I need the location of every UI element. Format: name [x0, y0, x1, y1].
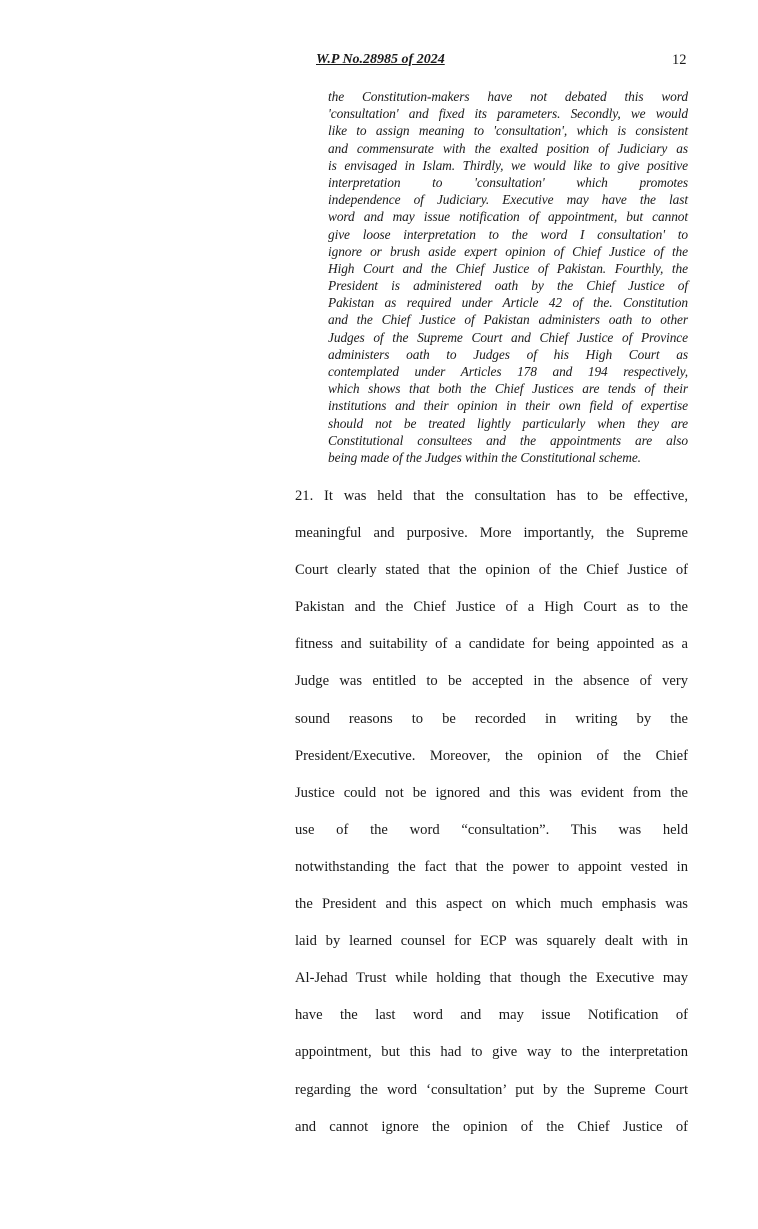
- quote-line: contemplated under Articles 178 and 194 respectively,: [328, 364, 688, 379]
- paragraph-line: the President and this aspect on which much emphasis was: [295, 896, 688, 913]
- paragraph-line: have the last word and may issue Notification of: [295, 1007, 688, 1024]
- quote-line: give loose interpretation to the word I consultation' to: [328, 226, 688, 242]
- quote-line: and commensurate with the exalted position of Judiciary as: [328, 140, 688, 156]
- paragraph-line: fitness and suitability of a candidate for being appointed as a: [295, 636, 688, 653]
- quote-line: Constitutional consultees and the appointments are also: [328, 432, 688, 448]
- quote-line: being made of the Judges within the Constitutional scheme.: [328, 449, 641, 465]
- paragraph-line: Court clearly stated that the opinion of the Chief Justice of: [295, 562, 688, 579]
- quote-line: and the Chief Justice of Pakistan administers oath to other: [328, 312, 688, 328]
- paragraph-line: 21. It was held that the consultation has to be effective,: [295, 488, 688, 504]
- quote-line: High Court and the Chief Justice of Pakistan. Fourthly, the: [328, 260, 688, 276]
- quote-line: institutions and their opinion in their own field of expertise: [328, 398, 688, 414]
- paragraph-line: Judge was entitled to be accepted in the absence of very: [295, 673, 688, 690]
- quote-line: the Constitution-makers have not debated this word: [328, 89, 688, 104]
- quote-line: independence of Judiciary. Executive may have the last: [328, 192, 688, 208]
- quote-line: like to assign meaning to 'consultation', which is consistent: [328, 123, 688, 139]
- quote-line: is envisaged in Islam. Thirdly, we would like to give positive: [328, 157, 688, 173]
- paragraph-line: appointment, but this had to give way to the interpretation: [295, 1044, 688, 1061]
- quote-line: President is administered oath by the Chief Justice of: [328, 278, 688, 294]
- page-header: [0, 52, 758, 72]
- paragraph-line: laid by learned counsel for ECP was squarely dealt with in: [295, 933, 688, 950]
- paragraph-line: Justice could not be ignored and this was evident from the: [295, 784, 688, 801]
- paragraph-line: regarding the word ‘consultation’ put by the Supreme Court: [295, 1081, 688, 1098]
- quote-line: administers oath to Judges of his High Court as: [328, 346, 688, 362]
- paragraph-line: and cannot ignore the opinion of the Chief Justice of: [295, 1118, 688, 1135]
- paragraph-line: Al-Jehad Trust while holding that though the Executive may: [295, 970, 688, 987]
- paragraph-line: Pakistan and the Chief Justice of a High Court as to the: [295, 599, 688, 616]
- quote-line: Judges of the Supreme Court and Chief Justice of Province: [328, 329, 688, 345]
- paragraph-21: [295, 478, 688, 1146]
- block-quote: [328, 88, 688, 466]
- quote-line: Pakistan as required under Article 42 of the. Constitution: [328, 295, 688, 311]
- paragraph-line: meaningful and purposive. More importantly, the Supreme: [295, 525, 688, 542]
- quote-line: 'consultation' and fixed its parameters. Secondly, we would: [328, 106, 688, 122]
- paragraph-line: President/Executive. Moreover, the opinion of the Chief: [295, 747, 688, 764]
- quote-line: interpretation to 'consultation' which promotes: [328, 174, 688, 190]
- quote-line: should not be treated lightly particularly when they are: [328, 415, 688, 431]
- case-number: W.P No.28985 of 2024: [316, 52, 445, 67]
- paragraph-line: notwithstanding the fact that the power to appoint vested in: [295, 858, 688, 875]
- paragraph-line: use of the word “consultation”. This was held: [295, 821, 688, 838]
- paragraph-line: sound reasons to be recorded in writing by the: [295, 710, 688, 727]
- page-number: 12: [672, 52, 687, 68]
- quote-line: word and may issue notification of appointment, but cannot: [328, 209, 688, 225]
- quote-line: ignore or brush aside expert opinion of Chief Justice of the: [328, 243, 688, 259]
- quote-line: which shows that both the Chief Justices are tends of their: [328, 381, 688, 397]
